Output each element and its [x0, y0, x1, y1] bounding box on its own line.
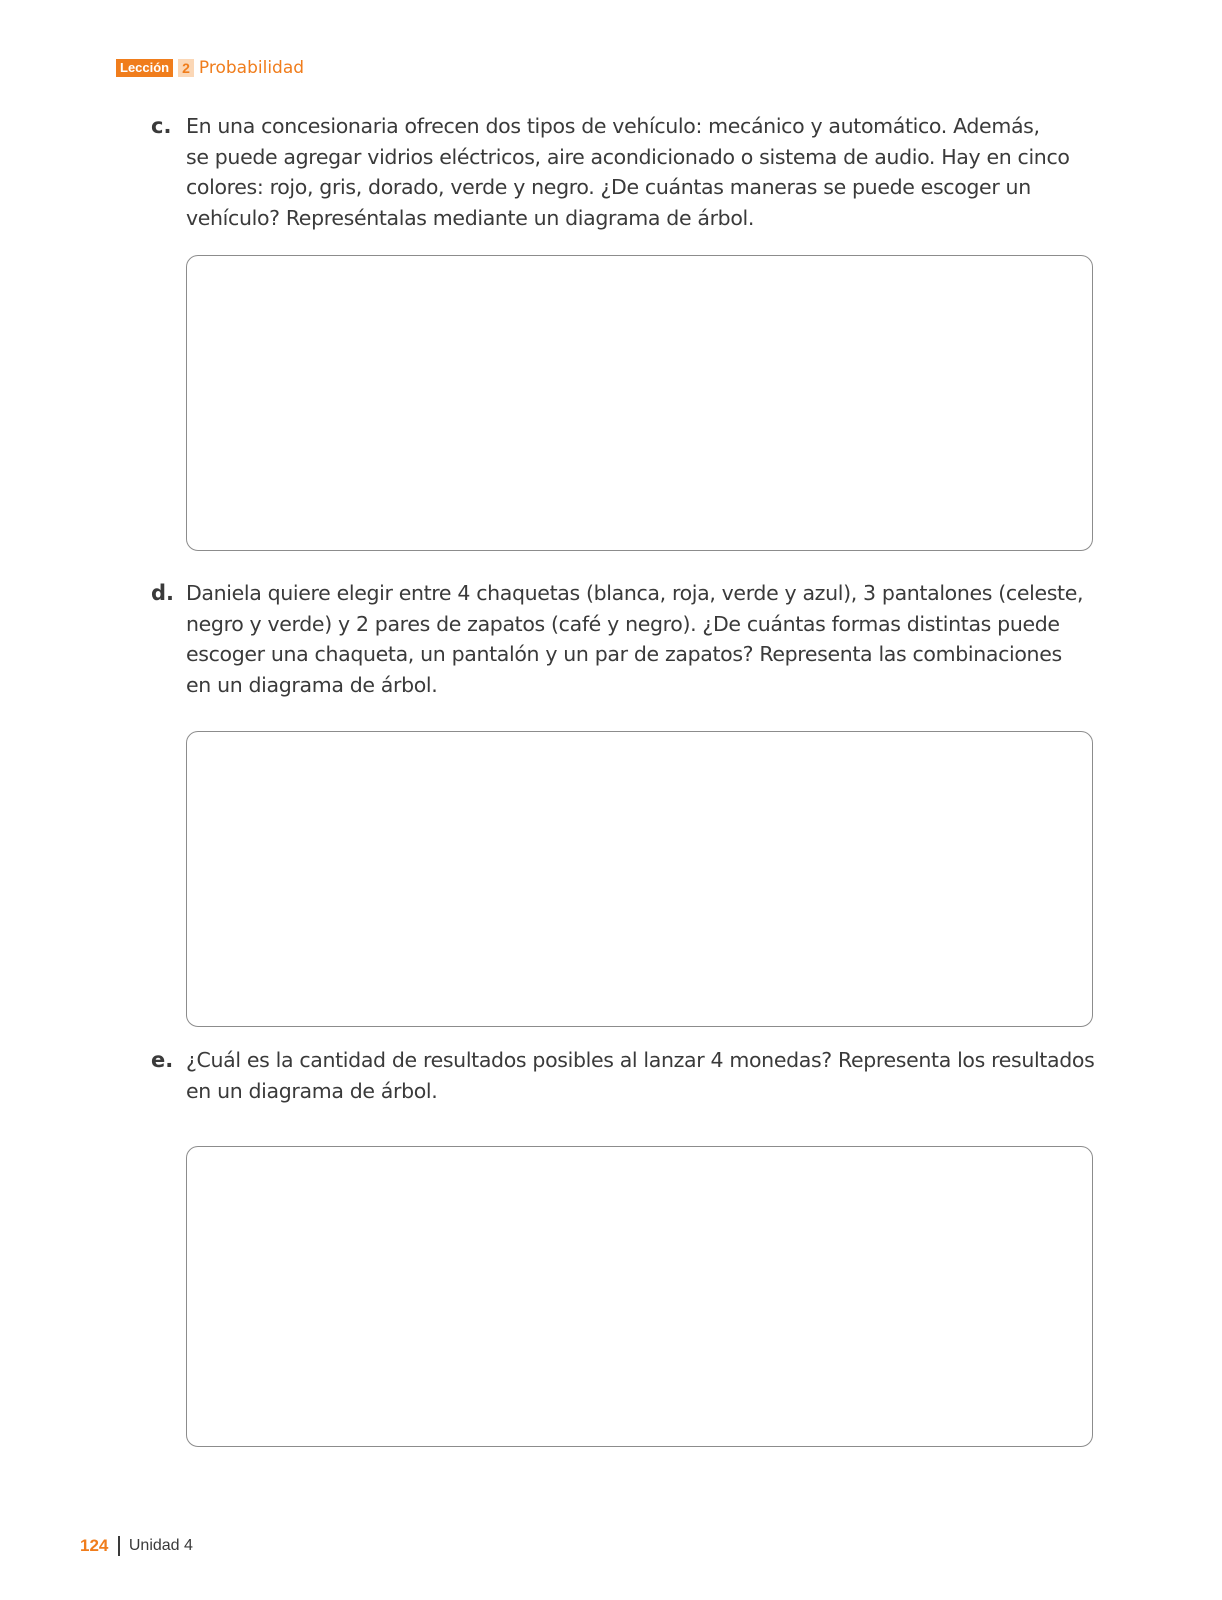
lesson-title: Probabilidad — [198, 58, 305, 78]
exercise-prompt — [186, 578, 1083, 700]
prompt-line: en un diagrama de árbol. — [186, 672, 438, 697]
exercise-d — [151, 578, 1084, 700]
prompt-line: negro y verde) y 2 pares de zapatos (café y negro). ¿De cuántas formas distintas puede — [186, 611, 1060, 636]
page-footer — [80, 1533, 193, 1559]
prompt-line: En una concesionaria ofrecen dos tipos de vehículo: mecánico y automático. Además, — [186, 114, 1040, 138]
exercise-prompt — [186, 1045, 1094, 1106]
prompt-line: Daniela quiere elegir entre 4 chaquetas (blanca, roja, verde y azul), 3 pantalones (celeste, — [186, 581, 1084, 605]
exercise-prompt — [186, 111, 1081, 233]
lesson-header — [116, 56, 304, 80]
exercise-letter: c. — [151, 114, 172, 138]
exercise-e — [151, 1045, 1095, 1106]
answer-box-c[interactable] — [186, 255, 1093, 551]
answer-box-e[interactable] — [186, 1146, 1093, 1447]
page-number: 124 — [80, 1536, 109, 1555]
prompt-line: escoger una chaqueta, un pantalón y un par de zapatos? Representa las combinaciones — [186, 642, 1062, 666]
exercise-c — [151, 111, 1081, 233]
prompt-line: se puede agregar vidrios eléctricos, aire acondicionado o sistema de audio. Hay en cinco — [186, 144, 1070, 169]
prompt-line: ¿Cuál es la cantidad de resultados posibles al lanzar 4 monedas? Representa los resultados — [186, 1048, 1095, 1072]
answer-box-d[interactable] — [186, 731, 1093, 1027]
lesson-number: 2 — [178, 59, 194, 77]
exercise-letter: e. — [151, 1048, 174, 1072]
unit-label: Unidad 4 — [128, 1537, 193, 1554]
prompt-line: vehículo? Represéntalas mediante un diagrama de árbol. — [186, 205, 755, 230]
footer-divider — [118, 1536, 120, 1556]
exercise-letter: d. — [151, 581, 175, 605]
lesson-label: Lección — [116, 59, 173, 77]
prompt-line: en un diagrama de árbol. — [186, 1078, 438, 1103]
prompt-line: colores: rojo, gris, dorado, verde y negro. ¿De cuántas maneras se puede escoger un — [186, 175, 1031, 199]
